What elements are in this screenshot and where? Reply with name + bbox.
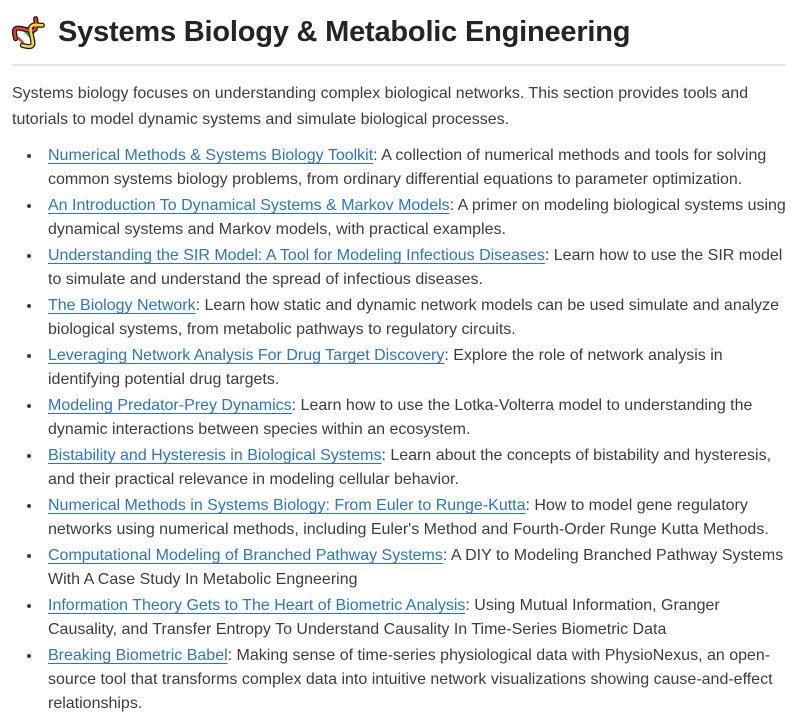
- list-item: [42, 144, 786, 192]
- link-colon: :: [449, 197, 458, 215]
- list-item: [42, 194, 786, 242]
- list-item: [42, 394, 786, 442]
- article-link[interactable]: Understanding the SIR Model: A Tool for Modeling Infectious Diseases: [48, 247, 545, 265]
- list-item: [42, 494, 786, 542]
- list-item: [42, 544, 786, 592]
- link-colon: :: [444, 347, 454, 365]
- list-item: [42, 444, 786, 492]
- article-description: A DIY to Modeling Branched Pathway Systems With A Case Study In Metabolic Engneering: [48, 547, 784, 589]
- intro-paragraph: Systems biology focuses on understanding complex biological networks. This section provides tools and tutorials to model dynamic systems and simulate biological processes.: [12, 85, 749, 129]
- dna-icon: [12, 15, 46, 49]
- article-link[interactable]: Bistability and Hysteresis in Biological Systems: [48, 447, 382, 465]
- article-description: Learn about the concepts of bistability and hysteresis, and their practical relevance in modeling cellular behavior.: [48, 447, 772, 489]
- link-colon: :: [442, 547, 451, 565]
- article-description: Learn how to use the Lotka-Volterra model to understanding the dynamic interactions between species within an ecosystem.: [48, 397, 753, 439]
- page-title: [12, 14, 786, 50]
- article-description: A primer on modeling biological systems using dynamical systems and Markov models, with practical examples.: [48, 197, 786, 239]
- link-colon: :: [291, 397, 301, 415]
- page-title-text: Systems Biology & Metabolic Engineering: [58, 16, 631, 48]
- link-colon: :: [525, 497, 535, 515]
- article-link[interactable]: Numerical Methods & Systems Biology Toolkit: [48, 147, 374, 165]
- list-item: [42, 294, 786, 342]
- article-description: Making sense of time-series physiological data with PhysioNexus, an open-source tool that transforms complex data into intuitive network visualizations showing cause-and-effect relationships.: [48, 647, 773, 713]
- list-item: [42, 344, 786, 392]
- link-colon: :: [227, 647, 237, 665]
- link-colon: :: [195, 297, 205, 315]
- article-link[interactable]: Computational Modeling of Branched Pathway Systems: [48, 547, 443, 565]
- article-description: Using Mutual Information, Granger Causality, and Transfer Entropy To Understand Causality In Time-Series Biometric Data: [48, 597, 720, 639]
- article-description: Learn how to use the SIR model to simulate and understand the spread of infectious diseases.: [48, 247, 783, 289]
- article-link[interactable]: Numerical Methods in Systems Biology: From Euler to Runge-Kutta: [48, 497, 526, 515]
- article-link[interactable]: Leveraging Network Analysis For Drug Target Discovery: [48, 347, 445, 365]
- article-link[interactable]: An Introduction To Dynamical Systems & Markov Models: [48, 197, 450, 215]
- list-item: [42, 594, 786, 642]
- article-link[interactable]: Information Theory Gets to The Heart of Biometric Analysis: [48, 597, 466, 615]
- article-list: [12, 144, 786, 716]
- title-divider: [12, 64, 786, 66]
- list-item: [42, 244, 786, 292]
- article-link[interactable]: The Biology Network: [48, 297, 196, 315]
- article-description: How to model gene regulatory networks using numerical methods, including Euler's Method and Fourth-Order Runge Kutta Methods.: [48, 497, 769, 539]
- link-colon: :: [465, 597, 475, 615]
- link-colon: :: [544, 247, 554, 265]
- article-description: A collection of numerical methods and tools for solving common systems biology problems, from ordinary differential equations to parameter optimization.: [48, 147, 767, 189]
- list-item: [42, 644, 786, 716]
- link-colon: :: [381, 447, 391, 465]
- article-description: Explore the role of network analysis in identifying potential drug targets.: [48, 347, 723, 389]
- article-link[interactable]: Breaking Biometric Babel: [48, 647, 228, 665]
- article-link[interactable]: Modeling Predator-Prey Dynamics: [48, 397, 292, 415]
- link-colon: :: [373, 147, 382, 165]
- article-description: Learn how static and dynamic network models can be used simulate and analyze biological systems, from metabolic pathways to regulatory circuits.: [48, 297, 780, 339]
